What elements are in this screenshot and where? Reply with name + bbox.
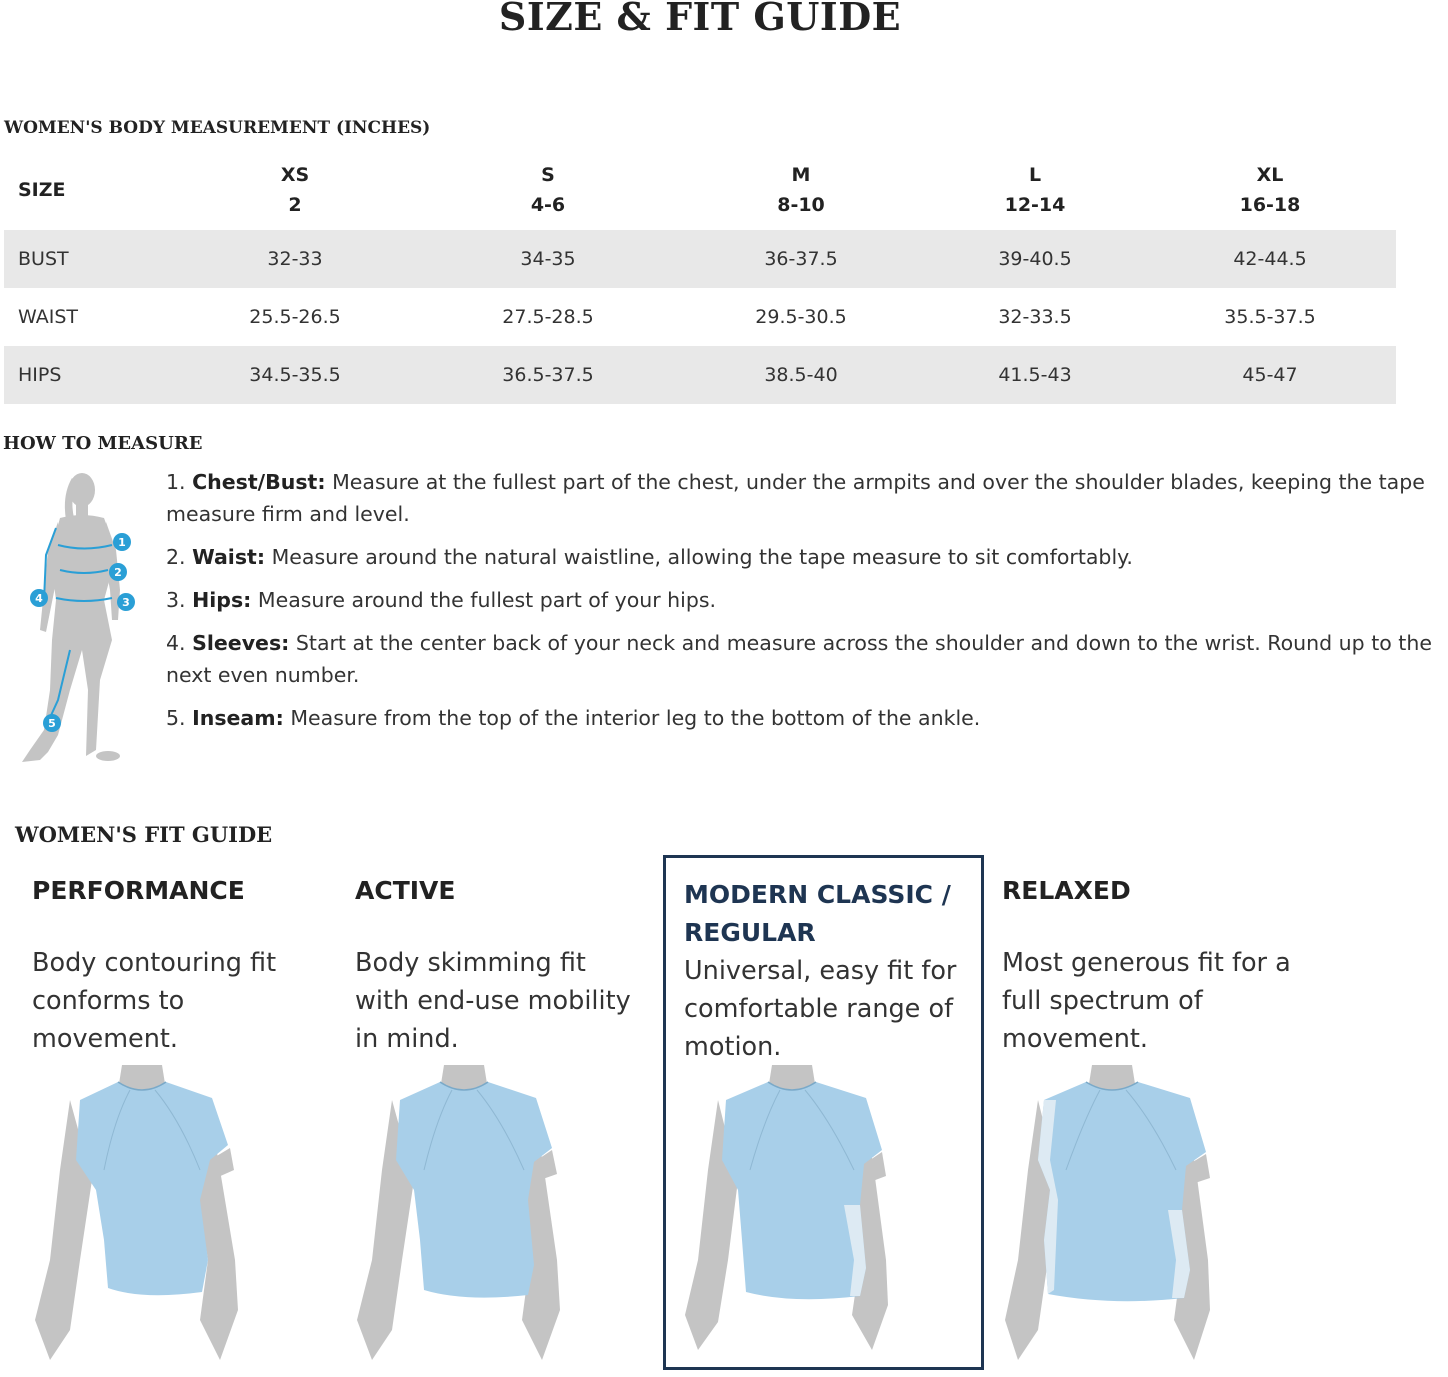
measurement-heading: WOMEN'S BODY MEASUREMENT (INCHES): [4, 118, 431, 138]
size-label: SIZE: [18, 179, 66, 201]
table-cell: 36-37.5: [764, 248, 838, 270]
table-cell: 45-47: [1242, 364, 1298, 386]
body-measurement-figure: [0, 460, 160, 770]
table-cell: 25.5-26.5: [249, 306, 341, 328]
step-number: 4.: [166, 631, 186, 655]
step-text: Measure around the natural waistline, allowing the tape measure to sit comfortably.: [271, 545, 1133, 569]
table-row-hips: [4, 346, 1396, 404]
fit-title: MODERN CLASSIC / REGULAR: [684, 880, 951, 947]
table-cell: 41.5-43: [998, 364, 1072, 386]
fit-description: Universal, easy fit for comfortable range of motion.: [684, 956, 957, 1062]
relaxed-shirt-illustration: [1000, 1060, 1220, 1370]
marker-3: 3: [122, 596, 130, 609]
step-inseam: [166, 702, 1448, 734]
table-row-bust: [4, 230, 1396, 288]
size-col-xl: [1170, 150, 1370, 230]
table-cell: 34.5-35.5: [249, 364, 341, 386]
step-number: 3.: [166, 588, 186, 612]
size-name: L: [1028, 164, 1042, 186]
size-range: 2: [288, 194, 302, 216]
step-chest-bust: [166, 466, 1448, 530]
size-col-s: [448, 150, 648, 230]
size-header-row: [4, 150, 1396, 230]
size-range: 4-6: [530, 194, 566, 216]
table-cell: 29.5-30.5: [755, 306, 847, 328]
step-term: Sleeves:: [192, 631, 290, 655]
step-term: Waist:: [192, 545, 266, 569]
marker-2: 2: [114, 566, 122, 579]
fit-card-relaxed: [1002, 860, 1312, 1058]
table-cell: 36.5-37.5: [502, 364, 594, 386]
fit-card-performance: [32, 860, 342, 1058]
table-row-waist: [4, 288, 1396, 346]
fit-card-active: [355, 860, 665, 1058]
table-cell: 38.5-40: [764, 364, 838, 386]
step-number: 5.: [166, 706, 186, 730]
table-cell: 35.5-37.5: [1224, 306, 1316, 328]
row-label: WAIST: [18, 306, 79, 328]
row-label: BUST: [18, 248, 69, 270]
step-number: 2.: [166, 545, 186, 569]
step-waist: [166, 541, 1448, 573]
step-hips: [166, 584, 1448, 616]
size-range: 8-10: [777, 194, 825, 216]
step-text: Measure around the fullest part of your hips.: [257, 588, 717, 612]
step-text: Measure from the top of the interior leg to the bottom of the ankle.: [290, 706, 981, 730]
fit-title: RELAXED: [1002, 876, 1131, 905]
marker-4: 4: [35, 592, 43, 605]
step-sleeves: [166, 627, 1448, 691]
measure-steps: [166, 466, 1448, 745]
fit-guide-heading: WOMEN'S FIT GUIDE: [15, 822, 273, 847]
modern-classic-shirt-illustration: [680, 1060, 900, 1360]
fit-description: Body skimming fit with end-use mobility in mind.: [355, 948, 631, 1054]
table-cell: 32-33.5: [998, 306, 1072, 328]
table-cell: 39-40.5: [998, 248, 1072, 270]
size-col-l: [935, 150, 1135, 230]
size-col-m: [701, 150, 901, 230]
fit-description: Body contouring fit conforms to movement.: [32, 948, 277, 1054]
table-cell: 32-33: [267, 248, 323, 270]
step-text: Measure at the fullest part of the chest, under the armpits and over the shoulder blades, keeping the tape measure firm and level.: [166, 470, 1425, 526]
step-term: Chest/Bust:: [192, 470, 326, 494]
step-term: Inseam:: [192, 706, 284, 730]
step-text: Start at the center back of your neck and measure across the shoulder and down to the wrist. Round up to the next even number.: [166, 631, 1432, 687]
table-cell: 42-44.5: [1233, 248, 1307, 270]
size-range: 12-14: [1004, 194, 1066, 216]
size-col-xs: [195, 150, 395, 230]
marker-1: 1: [118, 536, 126, 549]
performance-shirt-illustration: [30, 1060, 250, 1370]
size-range: 16-18: [1239, 194, 1301, 216]
fit-title: ACTIVE: [355, 876, 456, 905]
active-shirt-illustration: [352, 1060, 572, 1370]
fit-description: Most generous fit for a full spectrum of movement.: [1002, 948, 1291, 1054]
row-label: HIPS: [18, 364, 62, 386]
size-table: [4, 150, 1396, 404]
size-name: M: [791, 164, 811, 186]
table-cell: 27.5-28.5: [502, 306, 594, 328]
table-cell: 34-35: [520, 248, 576, 270]
how-to-measure-heading: HOW TO MEASURE: [3, 433, 203, 454]
step-term: Hips:: [192, 588, 252, 612]
step-number: 1.: [166, 470, 186, 494]
size-name: XS: [280, 164, 310, 186]
size-name: S: [541, 164, 555, 186]
page-title: SIZE & FIT GUIDE: [498, 0, 902, 39]
size-name: XL: [1256, 164, 1284, 186]
marker-5: 5: [48, 717, 56, 730]
fit-title: PERFORMANCE: [32, 876, 245, 905]
